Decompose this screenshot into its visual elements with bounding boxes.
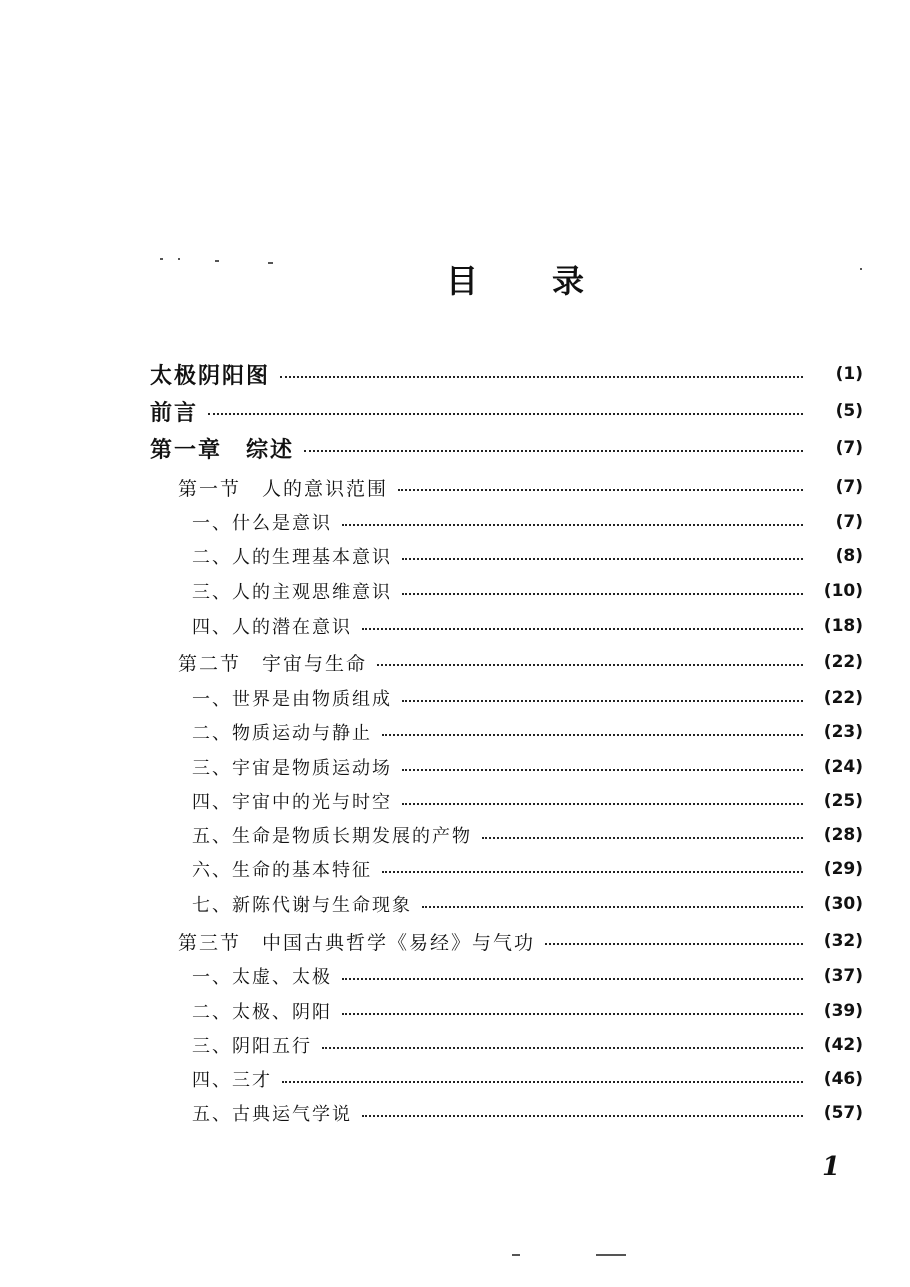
toc-dot-leader xyxy=(398,489,803,491)
toc-entry-section-1-1[interactable] xyxy=(0,472,910,502)
toc-entry-1-3-3[interactable] xyxy=(0,1030,910,1060)
toc-entry-chapter-1[interactable] xyxy=(0,433,910,463)
toc-entry-label: 三、人的主观思维意识 xyxy=(192,582,392,603)
toc-entry-page: (28) xyxy=(823,825,863,845)
scan-speck xyxy=(596,1254,626,1256)
toc-dot-leader xyxy=(304,450,803,452)
toc-dot-leader xyxy=(342,1013,803,1015)
toc-entry-page: (32) xyxy=(823,931,863,951)
toc-entry-page: (8) xyxy=(835,546,863,566)
toc-entry-label: 七、新陈代谢与生命现象 xyxy=(192,895,412,916)
toc-dot-leader xyxy=(402,700,803,702)
toc-entry-1-1-3[interactable] xyxy=(0,576,910,606)
toc-dot-leader xyxy=(382,734,803,736)
toc-entry-1-2-3[interactable] xyxy=(0,752,910,782)
toc-entry-1-3-4[interactable] xyxy=(0,1064,910,1094)
toc-entry-1-2-4[interactable] xyxy=(0,786,910,816)
scan-speck xyxy=(860,268,862,270)
toc-dot-leader xyxy=(382,871,803,873)
toc-dot-leader xyxy=(482,837,803,839)
toc-dot-leader xyxy=(402,558,803,560)
toc-dot-leader xyxy=(377,664,803,666)
toc-entry-label: 太极阴阳图 xyxy=(150,362,271,389)
scan-speck xyxy=(512,1254,520,1256)
toc-entry-label: 五、古典运气学说 xyxy=(192,1104,352,1125)
toc-entry-label: 一、太虚、太极 xyxy=(192,967,332,988)
toc-entry-label: 第三节 中国古典哲学《易经》与气功 xyxy=(178,931,536,954)
toc-entry-page: (24) xyxy=(823,757,863,777)
toc-entry-label: 四、三才 xyxy=(192,1070,272,1091)
toc-entry-1-2-6[interactable] xyxy=(0,854,910,884)
toc-entry-1-2-1[interactable] xyxy=(0,683,910,713)
toc-entry-label: 三、阴阳五行 xyxy=(192,1036,312,1057)
toc-entry-label: 第一节 人的意识范围 xyxy=(178,477,389,500)
toc-entry-page: (7) xyxy=(835,512,863,532)
toc-dot-leader xyxy=(342,978,803,980)
toc-entry-page: (1) xyxy=(835,364,863,384)
toc-entry-page: (42) xyxy=(823,1035,863,1055)
toc-dot-leader xyxy=(282,1081,803,1083)
scan-speck xyxy=(215,260,219,262)
toc-entry-page: (57) xyxy=(823,1103,863,1123)
toc-dot-leader xyxy=(402,803,803,805)
toc-entry-1-3-1[interactable] xyxy=(0,961,910,991)
toc-entry-page: (23) xyxy=(823,722,863,742)
toc-dot-leader xyxy=(362,1115,803,1117)
toc-entry-label: 四、宇宙中的光与时空 xyxy=(192,792,392,813)
toc-entry-page: (37) xyxy=(823,966,863,986)
toc-entry-page: (18) xyxy=(823,616,863,636)
toc-title-char-2: 录 xyxy=(552,262,587,300)
toc-entry-label: 一、什么是意识 xyxy=(192,513,332,534)
toc-entry-page: (46) xyxy=(823,1069,863,1089)
toc-entry-label: 二、人的生理基本意识 xyxy=(192,547,392,568)
toc-entry-label: 前言 xyxy=(150,399,199,426)
toc-dot-leader xyxy=(362,628,803,630)
toc-entry-label: 五、生命是物质长期发展的产物 xyxy=(192,826,472,847)
toc-entry-1-3-5[interactable] xyxy=(0,1098,910,1128)
toc-entry-page: (7) xyxy=(835,438,863,458)
toc-entry-1-3-2[interactable] xyxy=(0,996,910,1026)
toc-dot-leader xyxy=(322,1047,803,1049)
scan-speck xyxy=(160,258,163,260)
toc-entry-page: (22) xyxy=(823,652,863,672)
toc-entry-label: 一、世界是由物质组成 xyxy=(192,689,392,710)
toc-dot-leader xyxy=(422,906,803,908)
toc-entry-page: (25) xyxy=(823,791,863,811)
page-number: 1 xyxy=(822,1152,841,1182)
toc-entry-taiji-diagram[interactable] xyxy=(0,359,910,389)
toc-title-char-1: 目 xyxy=(446,262,481,300)
toc-entry-page: (22) xyxy=(823,688,863,708)
toc-entry-1-2-5[interactable] xyxy=(0,820,910,850)
toc-entry-label: 三、宇宙是物质运动场 xyxy=(192,758,392,779)
toc-entry-page: (7) xyxy=(835,477,863,497)
toc-entry-page: (39) xyxy=(823,1001,863,1021)
toc-entry-preface[interactable] xyxy=(0,396,910,426)
toc-entry-1-2-2[interactable] xyxy=(0,717,910,747)
toc-entry-page: (30) xyxy=(823,894,863,914)
toc-entry-label: 六、生命的基本特征 xyxy=(192,860,372,881)
scan-speck xyxy=(268,262,273,264)
toc-dot-leader xyxy=(342,524,803,526)
toc-entry-label: 二、物质运动与静止 xyxy=(192,723,372,744)
toc-dot-leader xyxy=(402,593,803,595)
toc-entry-1-1-2[interactable] xyxy=(0,541,910,571)
toc-entry-page: (29) xyxy=(823,859,863,879)
toc-entry-1-1-1[interactable] xyxy=(0,507,910,537)
toc-entry-label: 四、人的潜在意识 xyxy=(192,617,352,638)
toc-entry-label: 第二节 宇宙与生命 xyxy=(178,652,368,675)
toc-dot-leader xyxy=(545,943,803,945)
toc-dot-leader xyxy=(208,413,803,415)
toc-entry-1-2-7[interactable] xyxy=(0,889,910,919)
toc-dot-leader xyxy=(402,769,803,771)
toc-entry-1-1-4[interactable] xyxy=(0,611,910,641)
toc-entry-section-1-2[interactable] xyxy=(0,647,910,677)
toc-entry-page: (5) xyxy=(835,401,863,421)
toc-dot-leader xyxy=(280,376,803,378)
scan-speck xyxy=(178,258,180,260)
toc-entry-page: (10) xyxy=(823,581,863,601)
toc-entry-label: 第一章 综述 xyxy=(150,436,295,463)
toc-entry-section-1-3[interactable] xyxy=(0,926,910,956)
toc-entry-label: 二、太极、阴阳 xyxy=(192,1002,332,1023)
